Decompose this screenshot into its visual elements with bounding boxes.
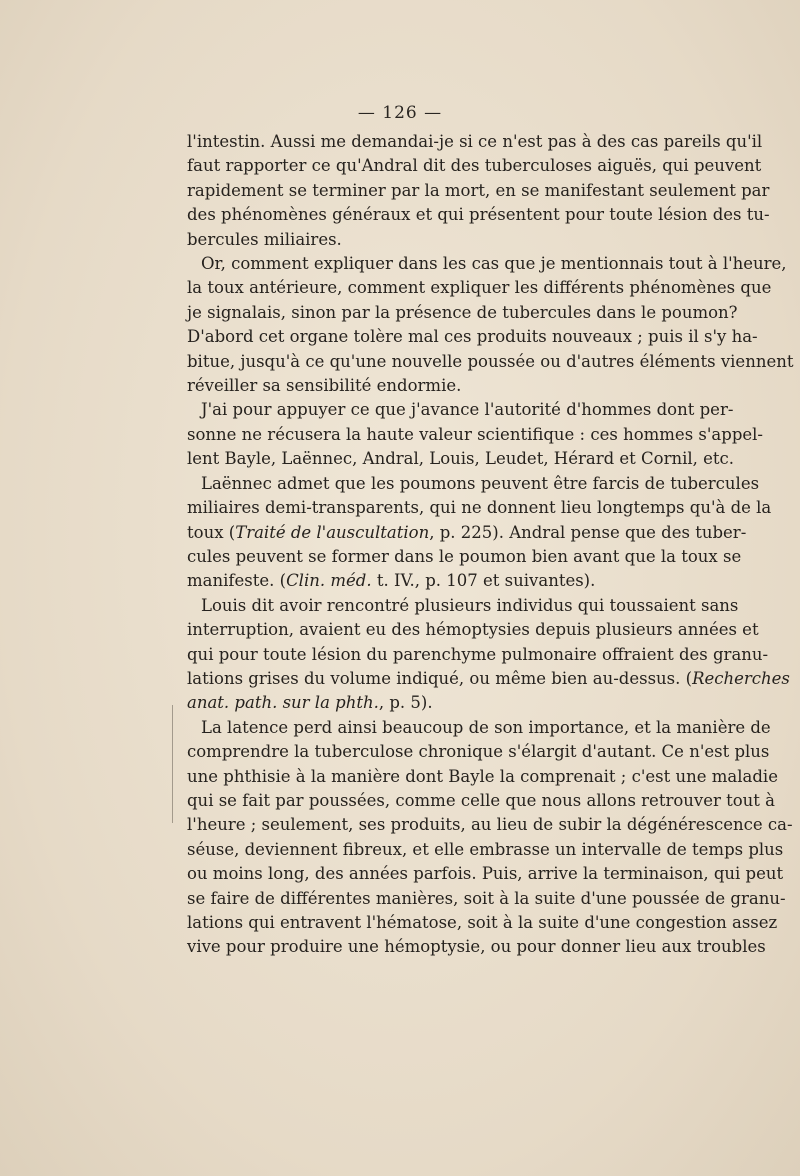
text-line: manifeste. (Clin. méd. t. IV., p. 107 et suivantes). [187, 571, 596, 591]
margin-pencil-mark [172, 705, 176, 823]
text-line: bercules miliaires. [187, 229, 342, 249]
text-line: La latence perd ainsi beaucoup de son importance, et la manière de [201, 717, 771, 737]
text-line: lations qui entravent l'hématose, soit à la suite d'une congestion assez [187, 913, 778, 932]
text-line: ou moins long, des années parfois. Puis, arrive la terminaison, qui peut [187, 864, 784, 884]
text-line: réveiller sa sensibilité endormie. [187, 376, 462, 396]
body-text [187, 130, 794, 960]
text-line: toux (Traité de l'auscultation, p. 225). Andral pense que des tuber- [187, 522, 747, 542]
text-line: faut rapporter ce qu'Andral dit des tuberculoses aiguës, qui peuvent [187, 156, 762, 176]
text-line: interruption, avaient eu des hémoptysies depuis plusieurs années et [187, 620, 759, 640]
paragraph [187, 472, 772, 594]
page-number: — 126 — [357, 103, 443, 123]
text-line: lations grises du volume indiqué, ou même bien au-dessus. (Recherches [187, 668, 790, 688]
text-line: D'abord cet organe tolère mal ces produits nouveaux ; puis il s'y ha- [187, 327, 758, 347]
text-line: sonne ne récusera la haute valeur scientifique : ces hommes s'appel- [187, 424, 763, 444]
text-line: qui pour toute lésion du parenchyme pulmonaire offraient des granu- [187, 644, 769, 664]
paragraph [187, 252, 794, 398]
text-line: anat. path. sur la phth., p. 5). [187, 693, 433, 713]
text-line: je signalais, sinon par la présence de tubercules dans le poumon? [187, 302, 738, 322]
paragraph [187, 130, 770, 252]
text-line: bitue, jusqu'à ce qu'une nouvelle poussée ou d'autres éléments viennent [187, 351, 794, 371]
paragraph [187, 398, 763, 471]
text-line: la toux antérieure, comment expliquer les différents phénomènes que [187, 278, 772, 298]
text-line: Louis dit avoir rencontré plusieurs individus qui toussaient sans [201, 595, 739, 615]
text-line: Laënnec admet que les poumons peuvent être farcis de tubercules [201, 473, 760, 493]
text-line: J'ai pour appuyer ce que j'avance l'autorité d'hommes dont per- [201, 400, 734, 420]
text-line: rapidement se terminer par la mort, en se manifestant seulement par [187, 180, 770, 200]
paragraph [187, 594, 790, 716]
text-line: Or, comment expliquer dans les cas que je mentionnais tout à l'heure, [201, 254, 787, 274]
text-line: cules peuvent se former dans le poumon bien avant que la toux se [187, 546, 742, 566]
text-line: vive pour produire une hémoptysie, ou pour donner lieu aux troubles [187, 937, 766, 957]
text-line: des phénomènes généraux et qui présentent pour toute lésion des tu- [187, 205, 770, 225]
text-line: séuse, deviennent fibreux, et elle embrasse un intervalle de temps plus [187, 839, 784, 859]
text-line: l'intestin. Aussi me demandai-je si ce n'est pas à des cas pareils qu'il [187, 132, 763, 151]
text-line: se faire de différentes manières, soit à la suite d'une poussée de granu- [187, 888, 786, 908]
text-line: qui se fait par poussées, comme celle que nous allons retrouver tout à [187, 790, 776, 810]
text-line: lent Bayle, Laënnec, Andral, Louis, Leudet, Hérard et Cornil, etc. [187, 449, 735, 469]
paragraph [187, 716, 793, 960]
text-line: l'heure ; seulement, ses produits, au lieu de subir la dégénérescence ca- [187, 815, 793, 835]
text-line: miliaires demi-transparents, qui ne donnent lieu longtemps qu'à de la [187, 498, 772, 518]
text-line: une phthisie à la manière dont Bayle la comprenait ; c'est une maladie [187, 766, 778, 786]
text-line: comprendre la tuberculose chronique s'élargit d'autant. Ce n'est plus [187, 742, 770, 762]
